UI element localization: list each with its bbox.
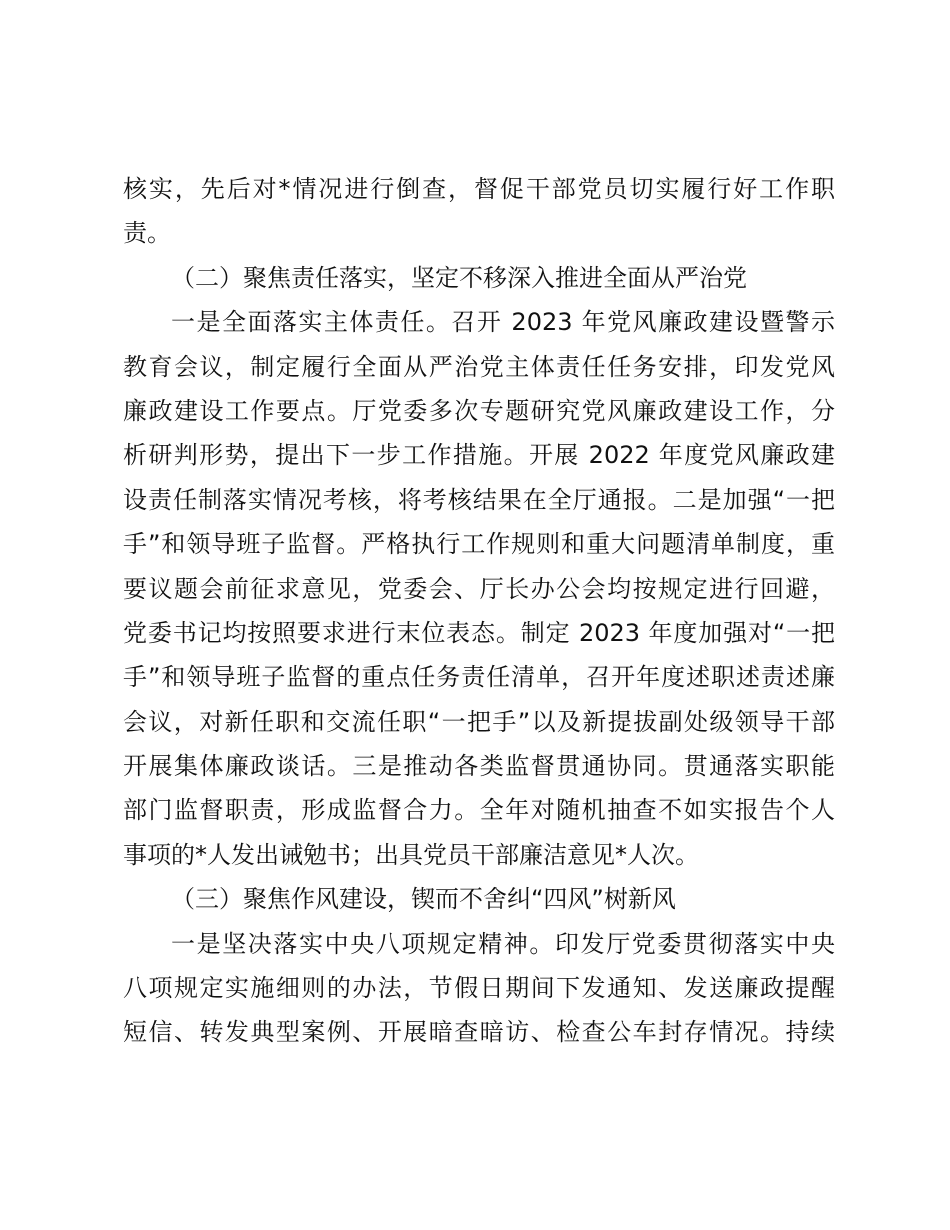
text-line: 设责任制落实情况考核，将考核结果在全厅通报。二是加强“一把 xyxy=(123,485,835,514)
text-line: 手”和领导班子监督。严格执行工作规则和重大问题清单制度，重 xyxy=(123,530,835,559)
text-line: 一是坚决落实中央八项规定精神。印发厅党委贯彻落实中央 xyxy=(171,929,835,958)
text-line: 短信、转发典型案例、开展暗查暗访、检查公车封存情况。持续 xyxy=(123,1018,835,1047)
section-heading: （二）聚焦责任落实，坚定不移深入推进全面从严治党 xyxy=(171,263,747,292)
text-line: 析研判形势，提出下一步工作措施。开展 2022 年度党风廉政建 xyxy=(123,441,835,470)
text-line: 党委书记均按照要求进行末位表态。制定 2023 年度加强对“一把 xyxy=(123,618,835,647)
text-line: 八项规定实施细则的办法，节假日期间下发通知、发送廉政提醒 xyxy=(123,974,835,1003)
text-line: 部门监督职责，形成监督合力。全年对随机抽查不如实报告个人 xyxy=(123,796,835,825)
section-heading: （三）聚焦作风建设，锲而不舍纠“四风”树新风 xyxy=(171,885,676,914)
text-line: 一是全面落实主体责任。召开 2023 年党风廉政建设暨警示 xyxy=(171,308,835,337)
text-line: 教育会议，制定履行全面从严治党主体责任任务安排，印发党风 xyxy=(123,352,835,381)
text-line: 核实，先后对*情况进行倒查，督促干部党员切实履行好工作职 xyxy=(123,175,835,203)
text-line: 责。 xyxy=(123,219,171,248)
text-line: 要议题会前征求意见，党委会、厅长办公会均按规定进行回避， xyxy=(123,574,835,603)
document-body xyxy=(123,167,835,1055)
text-line: 会议，对新任职和交流任职“一把手”以及新提拔副处级领导干部 xyxy=(123,707,835,736)
text-line: 事项的*人发出诫勉书；出具党员干部廉洁意见*人次。 xyxy=(123,840,699,869)
text-line: 廉政建设工作要点。厅党委多次专题研究党风廉政建设工作，分 xyxy=(123,396,835,425)
text-line: 手”和领导班子监督的重点任务责任清单，召开年度述职述责述廉 xyxy=(123,663,835,692)
text-line: 开展集体廉政谈话。三是推动各类监督贯通协同。贯通落实职能 xyxy=(123,752,835,781)
